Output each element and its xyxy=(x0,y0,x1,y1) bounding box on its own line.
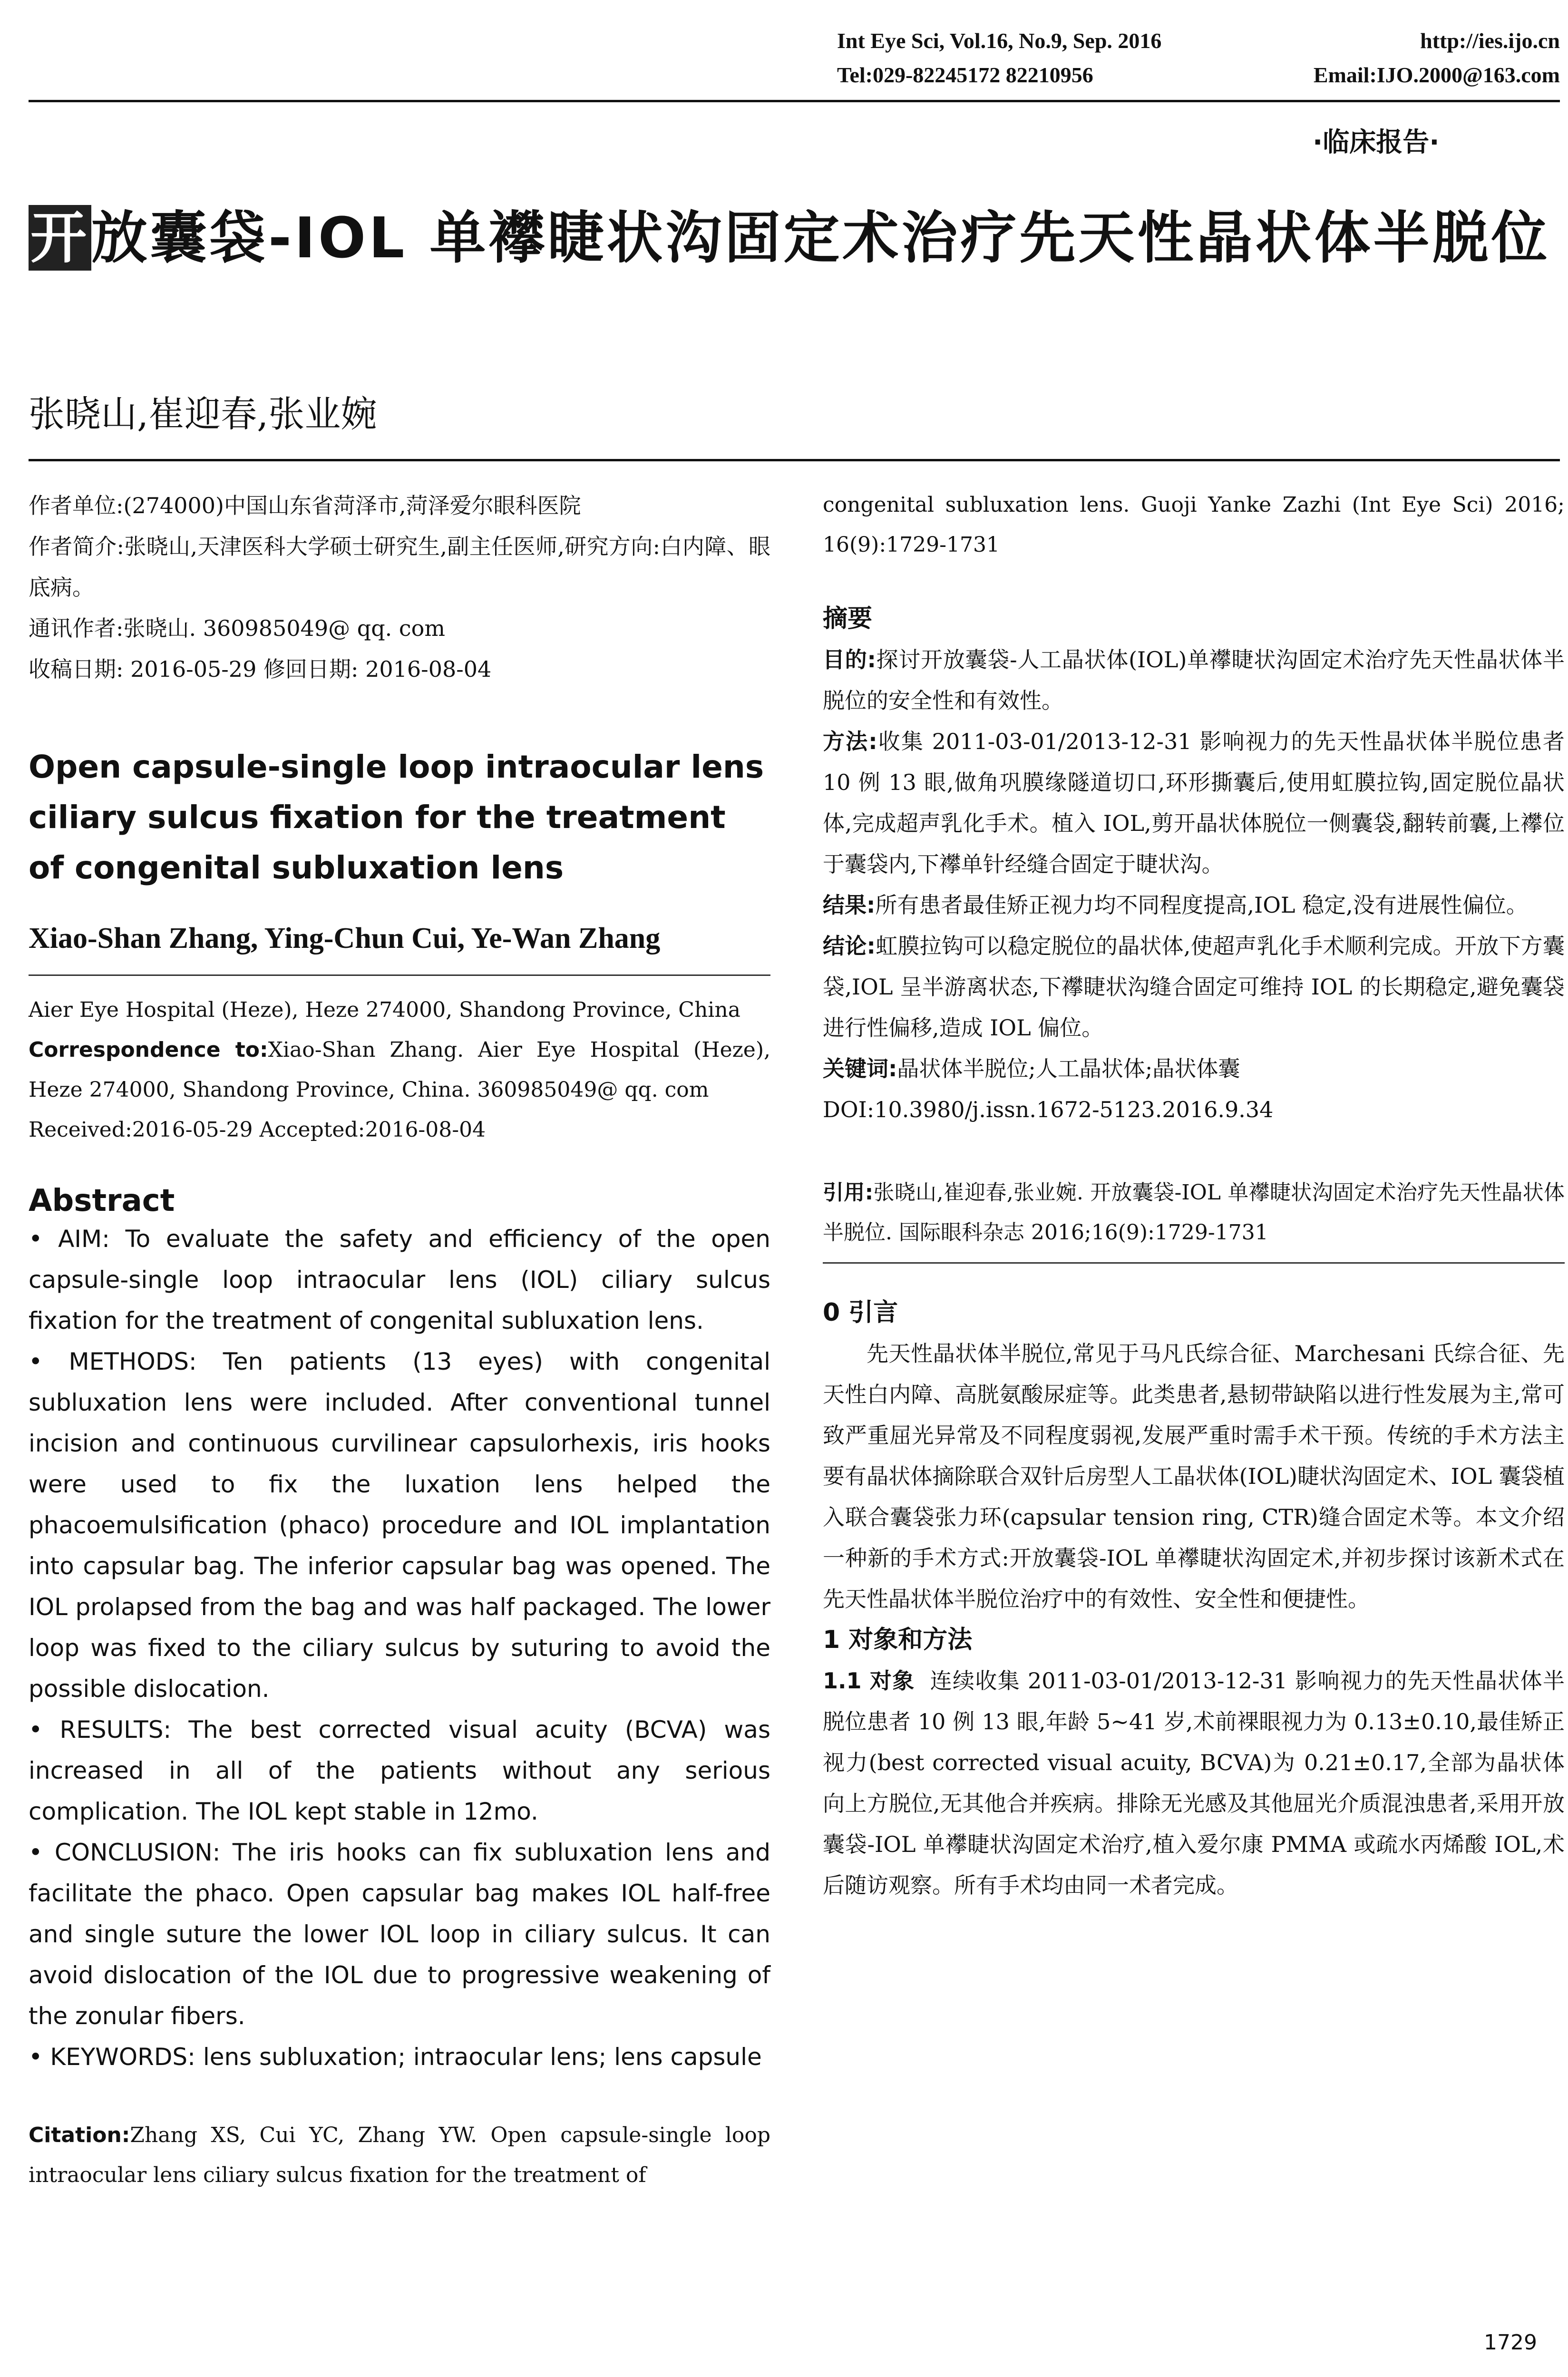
cn-abstract-text: 收集 2011-03-01/2013-12-31 影响视力的先天性晶状体半脱位患者 10 例 13 眼,做角巩膜缘隧道切口,环形撕囊后,使用虹膜拉钩,固定脱位晶状体,完成超声乳化手术。植入 IOL,剪开晶状体脱位一侧囊袋,翻转前囊,上襻位于囊袋内,下襻单针经缝合固定于睫状沟。 xyxy=(823,729,1565,877)
citation-label: Citation: xyxy=(29,2123,130,2147)
cn-abstract-body xyxy=(823,639,1565,1130)
cn-abstract-keywords xyxy=(823,1048,1565,1089)
received-dates: Received:2016-05-29 Accepted:2016-08-04 xyxy=(29,1118,486,1142)
english-authors: Xiao-Shan Zhang, Ying-Chun Cui, Ye-Wan Zhang xyxy=(29,922,661,955)
cn-abstract-methods xyxy=(823,721,1565,885)
journal-email: Email:IJO.2000@163.com xyxy=(1313,63,1560,87)
abstract-text: Ten patients (13 eyes) with congenital subluxation lens were included. After conventional tunnel incision and continuous curvilinear capsulorhexis, iris hooks were used to fix the luxation lens helped the phacoemulsification (phaco) procedure and IOL implantation into capsular bag. The inferior capsular bag was opened. The IOL prolapsed from the bag and was half packaged. The lower loop was fixed to the ciliary sulcus by suturing to avoid the possible dislocation. xyxy=(29,1348,770,1703)
title-first-char: 开 xyxy=(29,205,91,271)
abstract-keywords xyxy=(29,2036,770,2077)
journal-tel: Tel:029-82245172 82210956 xyxy=(837,63,1093,87)
abstract-text: lens subluxation; intraocular lens; lens capsule xyxy=(203,2043,762,2071)
english-title: Open capsule-single loop intraocular lens ciliary sulcus fixation for the treatment of congenital subluxation lens xyxy=(29,749,764,886)
abstract-label: • CONCLUSION: xyxy=(29,1839,221,1866)
affil-line: 通讯作者:张晓山. 360985049@ qq. com xyxy=(29,615,445,641)
title-rest: 放囊袋-IOL 单襻睫状沟固定术治疗先天性晶状体半脱位 xyxy=(91,205,1550,271)
abstract-label: • KEYWORDS: xyxy=(29,2043,195,2071)
cn-abstract-label: 关键词: xyxy=(823,1056,897,1081)
title-rule xyxy=(29,459,1560,461)
affil-line: 收稿日期: 2016-05-29 修回日期: 2016-08-04 xyxy=(29,656,492,682)
cn-abstract-text: 所有患者最佳矫正视力均不同程度提高,IOL 稳定,没有进展性偏位。 xyxy=(875,892,1528,918)
intro-paragraph: 先天性晶状体半脱位,常见于马凡氏综合征、Marchesani 氏综合征、先天性白内障、高胱氨酸尿症等。此类患者,悬韧带缺陷以进行性发展为主,常可致严重屈光异常及不同程度弱视,发展严重时需手术干预。传统的手术方法主要有晶状体摘除联合双针后房型人工晶状体(IOL)睫状沟固定术、IOL 囊袋植入联合囊袋张力环(capsular tension ring, CTR)缝合固定术等。本文介绍一种新的手术方式:开放囊袋-IOL 单襻睫状沟固定术,并初步探讨该新术式在先天性晶状体半脱位治疗中的有效性、安全性和便捷性。 xyxy=(823,1341,1565,1612)
cn-abstract-heading: 摘要 xyxy=(823,604,873,633)
affil-line: 作者单位:(274000)中国山东省菏泽市,菏泽爱尔眼科医院 xyxy=(29,493,581,518)
cn-abstract-conclusion xyxy=(823,925,1565,1048)
journal-url: http://ies.ijo.cn xyxy=(1420,29,1560,53)
journal-header xyxy=(837,24,1560,92)
correspondence xyxy=(29,1030,770,1110)
english-affiliation: Aier Eye Hospital (Heze), Heze 274000, Shandong Province, China xyxy=(29,998,740,1022)
section-label: ·临床报告· xyxy=(1313,127,1440,158)
article-title xyxy=(29,190,1560,285)
methods-text: 连续收集 2011-03-01/2013-12-31 影响视力的先天性晶状体半脱位患者 10 例 13 眼,年龄 5~41 岁,术前裸眼视力为 0.13±0.10,最佳矫正视力(best corrected visual acuity, BCVA)为 0.21±0.17,全部为晶状体向上方脱位,无其他合并疾病。排除无光感及其他屈光介质混浊患者,采用开放囊袋-IOL 单襻睫状沟固定术治疗,植入爱尔康 PMMA 或疏水丙烯酸 IOL,术后随访观察。所有手术均由同一术者完成。 xyxy=(823,1668,1565,1898)
journal-line: Int Eye Sci, Vol.16, No.9, Sep. 2016 xyxy=(837,29,1162,53)
abstract-label: • AIM: xyxy=(29,1225,110,1253)
affiliation-block xyxy=(29,476,770,690)
abstract-label: • METHODS: xyxy=(29,1348,197,1375)
cn-citation-text: 张晓山,崔迎春,张业婉. 开放囊袋-IOL 单襻睫状沟固定术治疗先天性晶状体半脱位. 国际眼科杂志 2016;16(9):1729-1731 xyxy=(823,1180,1565,1245)
abstract-text: To evaluate the safety and efficiency of the open capsule-single loop intraocular lens (IOL) ciliary sulcus fixation for the treatment of congenital subluxation lens. xyxy=(29,1225,770,1335)
left-column xyxy=(29,476,770,2195)
correspondence-label: Correspondence to: xyxy=(29,1038,268,1062)
cn-abstract-label: 方法: xyxy=(823,729,877,754)
abstract-conclusion xyxy=(29,1832,770,2036)
cn-citation-label: 引用: xyxy=(823,1180,874,1205)
abstract-heading: Abstract xyxy=(29,1183,175,1218)
correspondence-text: Xiao-Shan Zhang. Aier Eye Hospital (Heze), Heze 274000, Shandong Province, China. 360985049@ qq. com xyxy=(29,1038,770,1102)
cn-abstract-aim xyxy=(823,639,1565,721)
citation-continued: congenital subluxation lens. Guoji Yanke Zazhi (Int Eye Sci) 2016; 16(9):1729-1731 xyxy=(823,493,1565,557)
methods-subhead: 1.1 对象 xyxy=(823,1668,915,1694)
cn-abstract-label: 目的: xyxy=(823,647,876,672)
header-rule xyxy=(29,100,1560,102)
cn-abstract-text: 探讨开放囊袋-人工晶状体(IOL)单襻睫状沟固定术治疗先天性晶状体半脱位的安全性和有效性。 xyxy=(823,647,1565,713)
methods-heading: 1 对象和方法 xyxy=(823,1626,973,1654)
cn-abstract-text: 虹膜拉钩可以稳定脱位的晶状体,使超声乳化手术顺利完成。开放下方囊袋,IOL 呈半游离状态,下襻睫状沟缝合固定可维持 IOL 的长期稳定,避免囊袋进行性偏移,造成 IOL 偏位。 xyxy=(823,933,1565,1041)
doi: DOI:10.3980/j.issn.1672-5123.2016.9.34 xyxy=(823,1097,1274,1122)
intro-heading: 0 引言 xyxy=(823,1298,898,1327)
abstract-text: The best corrected visual acuity (BCVA) was increased in all of the patients without any serious complication. The IOL kept stable in 12mo. xyxy=(29,1716,770,1825)
citation-text: Zhang XS, Cui YC, Zhang YW. Open capsule-single loop intraocular lens ciliary sulcus fixation for the treatment of xyxy=(29,2123,770,2187)
right-column xyxy=(823,476,1565,1906)
page-number: 1729 xyxy=(1484,2330,1537,2355)
abstract-results xyxy=(29,1709,770,1832)
abstract-methods xyxy=(29,1341,770,1709)
cn-abstract-label: 结论: xyxy=(823,933,876,959)
cn-abstract-label: 结果: xyxy=(823,892,876,918)
affil-line: 作者简介:张晓山,天津医科大学硕士研究生,副主任医师,研究方向:白内障、眼底病。 xyxy=(29,534,770,600)
cn-citation xyxy=(823,1173,1565,1253)
authors-cn: 张晓山,崔迎春,张业婉 xyxy=(29,393,377,435)
abstract-label: • RESULTS: xyxy=(29,1716,172,1744)
abstract-aim xyxy=(29,1218,770,1341)
cn-abstract-text: 晶状体半脱位;人工晶状体;晶状体囊 xyxy=(897,1056,1240,1081)
cn-abstract-results xyxy=(823,885,1565,925)
abstract-text: The iris hooks can fix subluxation lens and facilitate the phaco. Open capsular bag makes IOL half-free and single suture the lower IOL loop in ciliary sulcus. It can avoid dislocation of the IOL due to progressive weakening of the zonular fibers. xyxy=(29,1839,770,2030)
abstract-body xyxy=(29,1218,770,2077)
citation xyxy=(29,2115,770,2195)
methods-paragraph xyxy=(823,1660,1565,1906)
